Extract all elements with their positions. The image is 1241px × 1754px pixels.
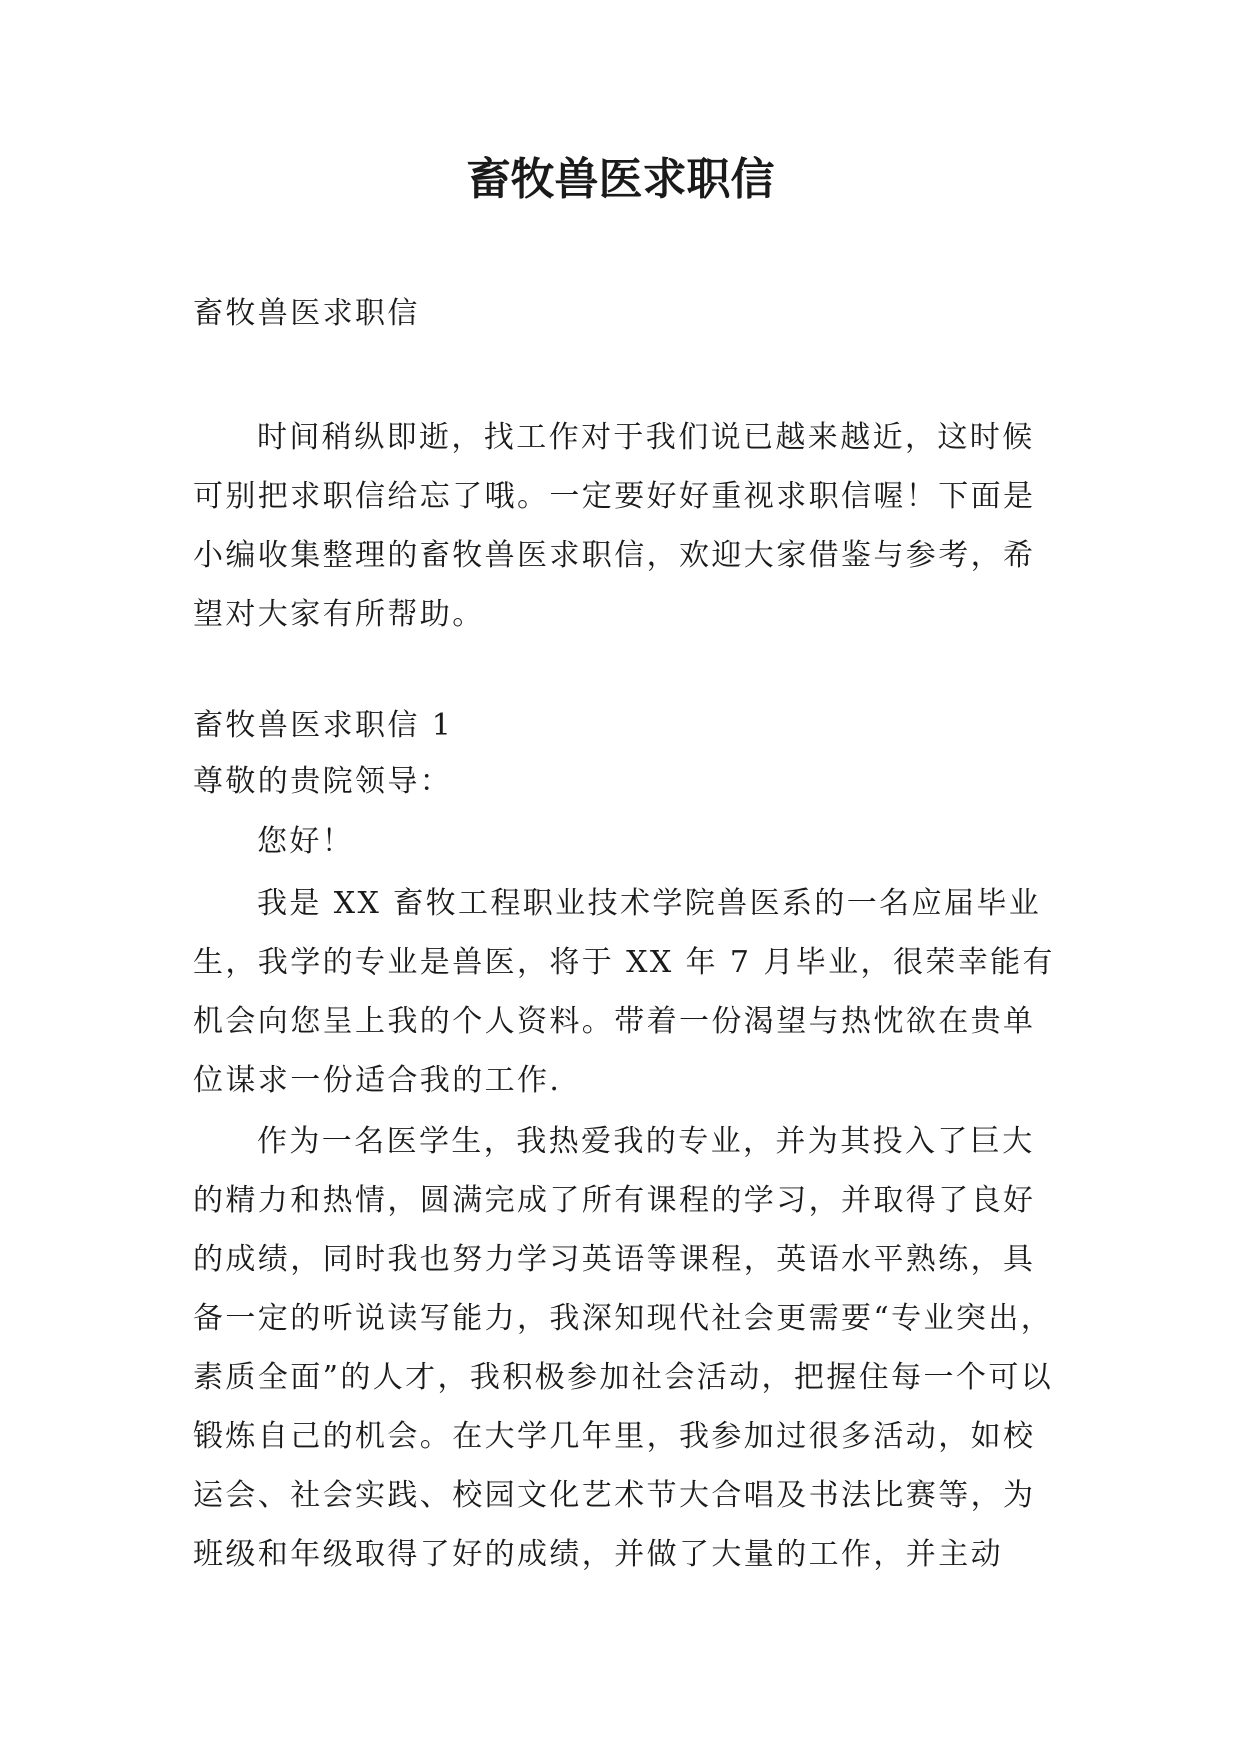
section-heading: 畜牧兽医求职信 1 <box>193 708 454 743</box>
body-paragraph: 作为一名医学生，我热爱我的专业，并为其投入了巨大的精力和热情，圆满完成了所有课程的学习，并取得了良好的成绩，同时我也努力学习英语等课程，英语水平熟练，具备一定的听说读写能力，我深知现代社会更需要“专业突出，素质全面”的人才，我积极参加社会活动，把握住每一个可以锻炼自己的机会。在大学几年里，我参加过很多活动，如校运会、社会实践、校园文化艺术节大合唱及书法比赛等，为班级和年级取得了好的成绩，并做了大量的工作，并主动 <box>193 1124 1054 1572</box>
greeting: 您好！ <box>257 824 355 859</box>
document-subtitle: 畜牧兽医求职信 <box>193 296 420 331</box>
intro-paragraph: 时间稍纵即逝，找工作对于我们说已越来越近，这时候可别把求职信给忘了哦。一定要好好重视求职信喔！下面是小编收集整理的畜牧兽医求职信，欢迎大家借鉴与参考，希望对大家有所帮助。 <box>193 420 1036 632</box>
document-title: 畜牧兽医求职信 <box>466 154 775 205</box>
salutation: 尊敬的贵院领导： <box>193 764 453 799</box>
body-paragraph: 我是 XX 畜牧工程职业技术学院兽医系的一名应届毕业生，我学的专业是兽医，将于 XX 年 7 月毕业，很荣幸能有机会向您呈上我的个人资料。带着一份渴望与热忱欲在贵单位谋求一份适合我的工作. <box>193 886 1055 1098</box>
